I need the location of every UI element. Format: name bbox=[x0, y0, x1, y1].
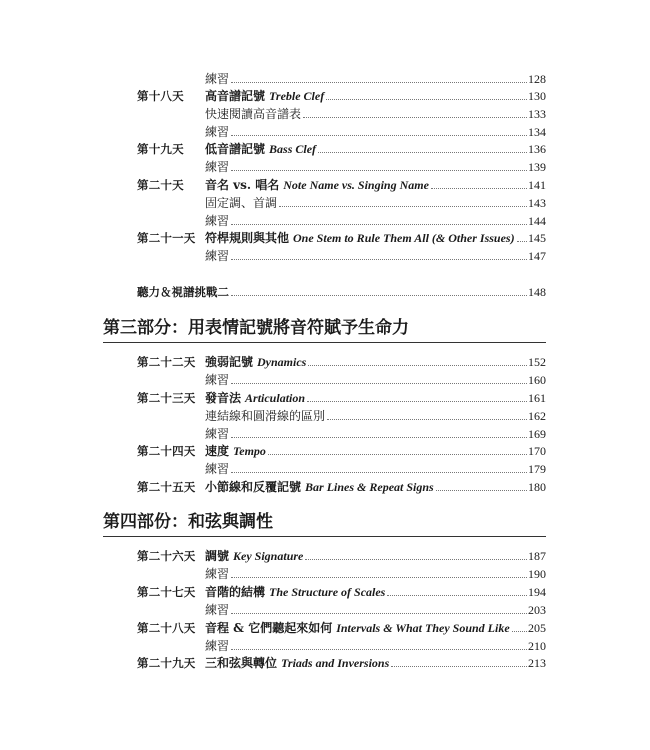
entry-title-zh: 練習 bbox=[205, 160, 230, 174]
entry bbox=[205, 547, 546, 565]
entry-title-zh: 練習 bbox=[205, 125, 230, 139]
day-label: 第二十天 bbox=[137, 178, 184, 192]
entry bbox=[205, 70, 546, 88]
entry-title-zh: 固定調、首調 bbox=[205, 196, 278, 210]
page-number: 147 bbox=[528, 249, 546, 263]
page-number: 205 bbox=[528, 621, 546, 635]
entry bbox=[205, 442, 546, 460]
entry-title-zh: 低音譜記號 bbox=[205, 142, 266, 156]
dot-leader bbox=[231, 576, 527, 578]
entry-title-zh: 速度 bbox=[205, 444, 230, 458]
dot-leader bbox=[307, 400, 527, 402]
entry-title bbox=[205, 654, 389, 672]
entry-title-zh: 快速閱讀高音譜表 bbox=[205, 107, 302, 121]
dot-leader bbox=[318, 151, 527, 153]
page-number: 190 bbox=[528, 567, 546, 581]
entry-title-en: Articulation bbox=[245, 391, 306, 405]
day-label: 第十八天 bbox=[137, 89, 184, 103]
entry-title bbox=[205, 619, 510, 637]
entry-title-zh: 符桿規則與其他 bbox=[205, 231, 290, 245]
page-number: 152 bbox=[528, 355, 546, 369]
entry-title bbox=[205, 407, 325, 425]
entry-title-en: Note Name vs. Singing Name bbox=[283, 178, 429, 192]
entry-title-zh: 練習 bbox=[205, 567, 230, 581]
page-number: 143 bbox=[528, 196, 546, 210]
entry-title bbox=[205, 478, 434, 496]
entry-title bbox=[205, 442, 266, 460]
dot-leader bbox=[231, 382, 527, 384]
dot-leader bbox=[268, 453, 527, 455]
day-label: 第二十九天 bbox=[137, 656, 196, 670]
toc-entry[interactable] bbox=[137, 478, 546, 496]
entry bbox=[205, 247, 546, 265]
toc-entry[interactable] bbox=[137, 70, 546, 88]
entry bbox=[205, 158, 546, 176]
toc-entry[interactable] bbox=[137, 601, 546, 619]
page-number: 213 bbox=[528, 656, 546, 670]
dot-leader bbox=[387, 594, 527, 596]
dot-leader bbox=[303, 116, 527, 118]
toc-entry[interactable] bbox=[137, 229, 546, 247]
entry-title-en: Triads and Inversions bbox=[281, 656, 390, 670]
page-number: 144 bbox=[528, 214, 546, 228]
page-number: 169 bbox=[528, 427, 546, 441]
entry-title bbox=[205, 70, 229, 88]
toc-entry[interactable] bbox=[137, 194, 546, 212]
part-heading: 第四部份：和弦與調性 bbox=[103, 510, 546, 537]
toc-entry[interactable] bbox=[137, 637, 546, 655]
entry bbox=[205, 123, 546, 141]
toc-entry[interactable] bbox=[137, 654, 546, 672]
entry-title bbox=[205, 425, 229, 443]
toc-entry[interactable] bbox=[137, 547, 546, 565]
entry-title-zh: 音名 vs. 唱名 bbox=[205, 178, 280, 192]
entry bbox=[205, 407, 546, 425]
entry bbox=[205, 105, 546, 123]
entry-title-en: Tempo bbox=[233, 444, 266, 458]
page-number: 194 bbox=[528, 585, 546, 599]
entry-title-zh: 發音法 bbox=[205, 391, 242, 405]
entry-title bbox=[205, 176, 429, 194]
toc-entry[interactable] bbox=[137, 212, 546, 230]
toc-entry-challenge[interactable] bbox=[137, 283, 546, 301]
entry-title bbox=[205, 123, 229, 141]
entry-title-zh: 音程 & 它們聽起來如何 bbox=[205, 621, 333, 635]
entry-title-zh: 連結線和圓滑線的區別 bbox=[205, 409, 326, 423]
toc-entry[interactable] bbox=[137, 123, 546, 141]
page-number: 136 bbox=[528, 142, 546, 156]
page-number: 187 bbox=[528, 549, 546, 563]
day-label: 第二十一天 bbox=[137, 231, 196, 245]
entry bbox=[205, 140, 546, 158]
page-number: 180 bbox=[528, 480, 546, 494]
entry-title-en: Bass Clef bbox=[269, 142, 317, 156]
entry bbox=[205, 425, 546, 443]
entry-title bbox=[205, 583, 385, 601]
toc-entry[interactable] bbox=[137, 389, 546, 407]
day-label: 第二十三天 bbox=[137, 391, 196, 405]
toc-entry[interactable] bbox=[137, 442, 546, 460]
toc-entry[interactable] bbox=[137, 583, 546, 601]
entry-title bbox=[205, 460, 229, 478]
page-number: 133 bbox=[528, 107, 546, 121]
dot-leader bbox=[231, 612, 527, 614]
entry bbox=[205, 654, 546, 672]
entry-title bbox=[205, 371, 229, 389]
entry-title-zh: 高音譜記號 bbox=[205, 89, 266, 103]
page-number: 134 bbox=[528, 125, 546, 139]
toc-entry[interactable] bbox=[137, 247, 546, 265]
entry-title bbox=[205, 601, 229, 619]
entry bbox=[205, 229, 546, 247]
entry-title-en: Bar Lines & Repeat Signs bbox=[305, 480, 434, 494]
entry bbox=[205, 601, 546, 619]
entry bbox=[205, 583, 546, 601]
dot-leader bbox=[231, 134, 527, 136]
day-label: 第二十五天 bbox=[137, 480, 196, 494]
dot-leader bbox=[231, 258, 527, 260]
entry-title-zh: 練習 bbox=[205, 639, 230, 653]
page-number: 139 bbox=[528, 160, 546, 174]
dot-leader bbox=[391, 665, 527, 667]
dot-leader bbox=[231, 81, 527, 83]
entry-title-zh: 練習 bbox=[205, 462, 230, 476]
dot-leader bbox=[231, 294, 527, 296]
entry-title-zh: 三和弦與轉位 bbox=[205, 656, 278, 670]
entry-title-en: Intervals & What They Sound Like bbox=[336, 621, 510, 635]
entry bbox=[205, 389, 546, 407]
toc-entry[interactable] bbox=[137, 460, 546, 478]
entry-title-en: Treble Clef bbox=[269, 89, 325, 103]
entry-title bbox=[205, 194, 277, 212]
dot-leader bbox=[431, 187, 527, 189]
dot-leader bbox=[308, 364, 527, 366]
entry-title bbox=[205, 212, 229, 230]
entry-title bbox=[205, 565, 229, 583]
entry-title bbox=[205, 158, 229, 176]
entry-title-zh: 小節線和反覆記號 bbox=[205, 480, 302, 494]
entry-title bbox=[205, 247, 229, 265]
entry-title bbox=[205, 229, 515, 247]
dot-leader bbox=[231, 471, 527, 473]
day-label: 第二十四天 bbox=[137, 444, 196, 458]
toc-entry[interactable] bbox=[137, 105, 546, 123]
entry-title bbox=[205, 389, 305, 407]
page-number: 161 bbox=[528, 391, 546, 405]
toc-entry[interactable] bbox=[137, 407, 546, 425]
entry-title-zh: 練習 bbox=[205, 249, 230, 263]
entry bbox=[205, 619, 546, 637]
entry-title-zh: 練習 bbox=[205, 373, 230, 387]
dot-leader bbox=[326, 98, 527, 100]
day-label: 第二十八天 bbox=[137, 621, 196, 635]
entry-title-zh: 練習 bbox=[205, 603, 230, 617]
dot-leader bbox=[279, 205, 527, 207]
entry-title-zh: 調號 bbox=[205, 549, 230, 563]
page-number: 141 bbox=[528, 178, 546, 192]
entry-title bbox=[205, 637, 229, 655]
entry-title-en: Key Signature bbox=[233, 549, 304, 563]
page-number: 160 bbox=[528, 373, 546, 387]
dot-leader bbox=[231, 436, 527, 438]
entry bbox=[205, 478, 546, 496]
entry bbox=[205, 565, 546, 583]
day-label: 第二十六天 bbox=[137, 549, 196, 563]
toc-entry[interactable] bbox=[137, 140, 546, 158]
toc-entry[interactable] bbox=[137, 353, 546, 371]
dot-leader bbox=[327, 418, 527, 420]
entry bbox=[205, 371, 546, 389]
entry-title bbox=[205, 140, 316, 158]
day-label: 第二十二天 bbox=[137, 355, 196, 369]
page-number: 170 bbox=[528, 444, 546, 458]
entry-title-zh: 練習 bbox=[205, 72, 230, 86]
dot-leader bbox=[231, 648, 527, 650]
entry-title: 聽力＆視譜挑戰二 bbox=[137, 285, 229, 299]
entry-title-en: One Stem to Rule Them All (& Other Issues) bbox=[293, 231, 515, 245]
entry bbox=[137, 283, 546, 301]
entry bbox=[205, 194, 546, 212]
entry bbox=[205, 87, 546, 105]
day-label: 第二十七天 bbox=[137, 585, 196, 599]
toc-entry[interactable] bbox=[137, 565, 546, 583]
entry-title-zh: 練習 bbox=[205, 427, 230, 441]
toc-entry[interactable] bbox=[137, 87, 546, 105]
toc-entry[interactable] bbox=[137, 425, 546, 443]
dot-leader bbox=[436, 489, 527, 491]
page-number: 130 bbox=[528, 89, 546, 103]
part-heading: 第三部分：用表情記號將音符賦予生命力 bbox=[103, 316, 546, 343]
entry bbox=[205, 353, 546, 371]
toc-entry[interactable] bbox=[137, 619, 546, 637]
page-number: 203 bbox=[528, 603, 546, 617]
entry-title-zh: 強弱記號 bbox=[205, 355, 254, 369]
page-number: 210 bbox=[528, 639, 546, 653]
entry bbox=[205, 637, 546, 655]
entry-title-en: The Structure of Scales bbox=[269, 585, 386, 599]
page-number: 128 bbox=[528, 72, 546, 86]
entry-title-en: Dynamics bbox=[257, 355, 307, 369]
dot-leader bbox=[517, 240, 527, 242]
entry-title bbox=[205, 547, 303, 565]
page-number: 179 bbox=[528, 462, 546, 476]
page-number: 162 bbox=[528, 409, 546, 423]
dot-leader bbox=[512, 630, 527, 632]
dot-leader bbox=[305, 558, 527, 560]
entry bbox=[205, 212, 546, 230]
dot-leader bbox=[231, 169, 527, 171]
dot-leader bbox=[231, 223, 527, 225]
page-number: 148 bbox=[528, 285, 546, 299]
page-number: 145 bbox=[528, 231, 546, 245]
toc-entry[interactable] bbox=[137, 176, 546, 194]
toc-entry[interactable] bbox=[137, 371, 546, 389]
entry-title-zh: 音階的結構 bbox=[205, 585, 266, 599]
toc-entry[interactable] bbox=[137, 158, 546, 176]
entry-title-zh: 練習 bbox=[205, 214, 230, 228]
day-label: 第十九天 bbox=[137, 142, 184, 156]
entry-title bbox=[205, 87, 324, 105]
entry-title bbox=[205, 353, 306, 371]
entry-title bbox=[205, 105, 301, 123]
entry bbox=[205, 460, 546, 478]
entry bbox=[205, 176, 546, 194]
